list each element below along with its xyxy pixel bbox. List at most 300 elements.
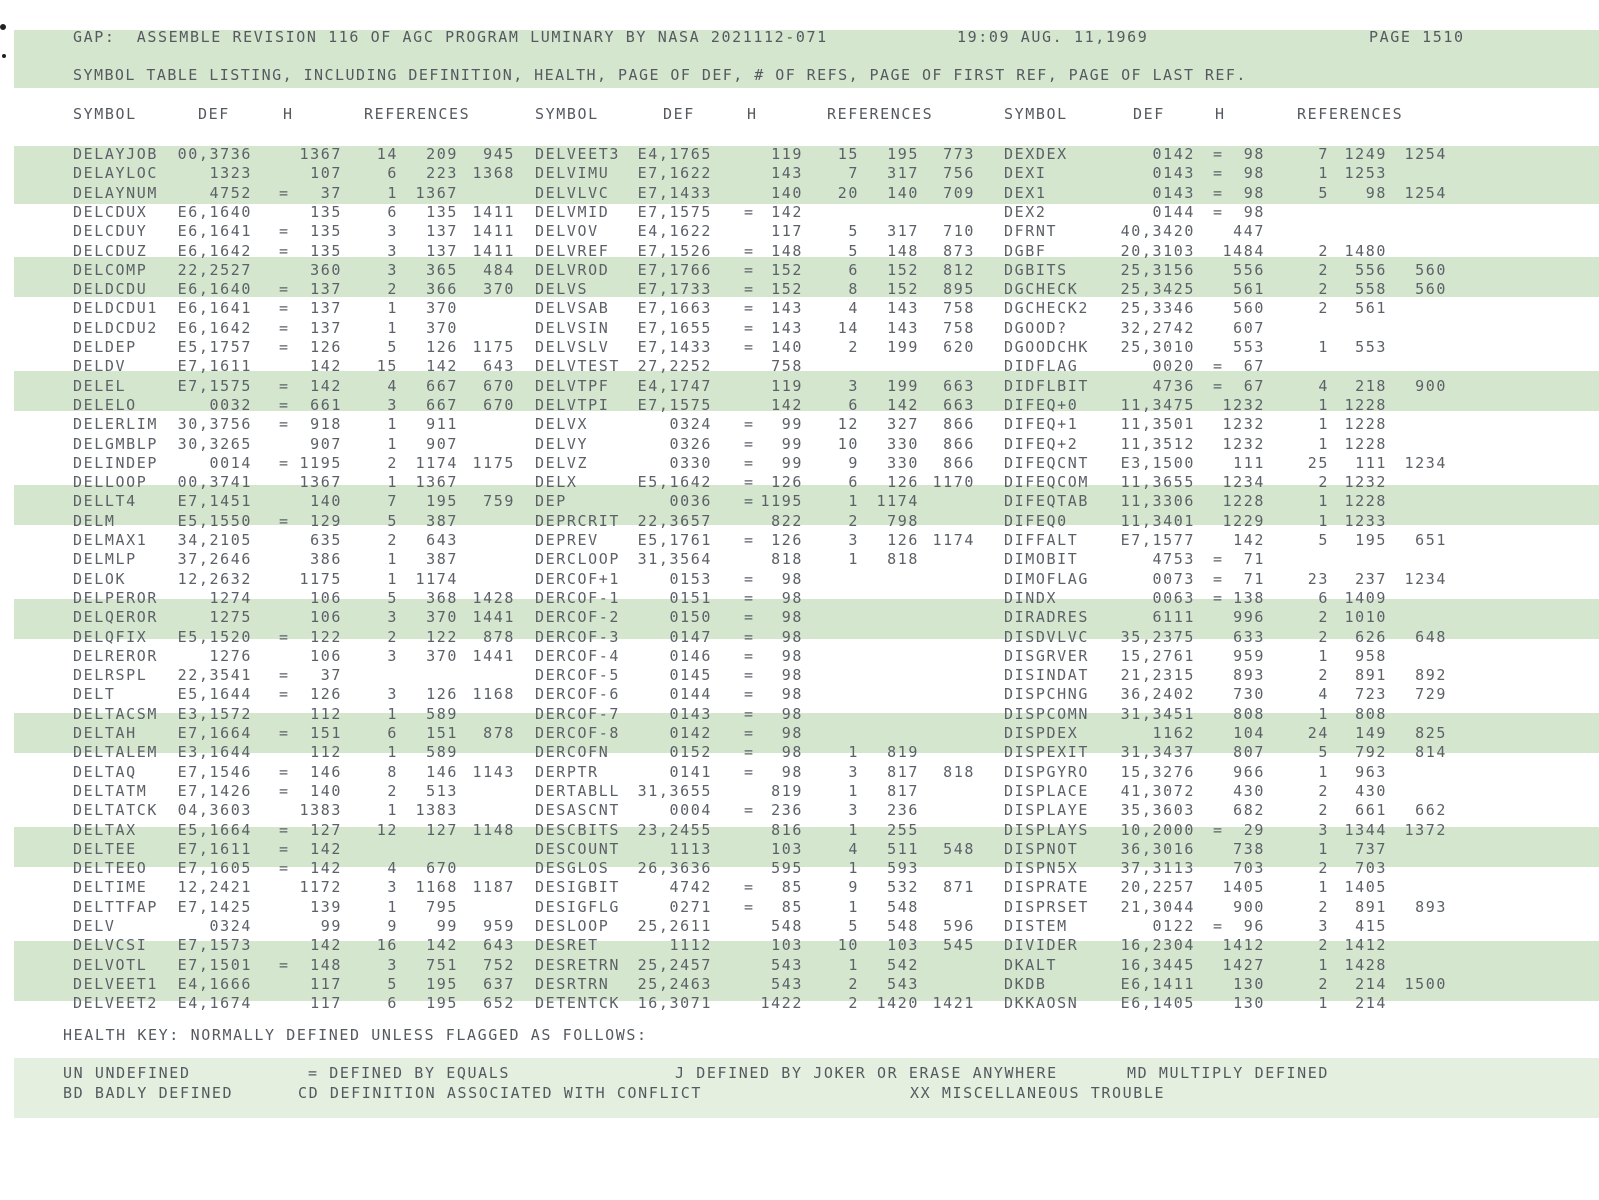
def-page: 548 [771, 917, 803, 935]
def-page: 1175 [299, 570, 342, 588]
def-page: 1229 [1222, 512, 1265, 530]
last-ref-page: 1175 [472, 454, 515, 472]
ref-count: 8 [848, 280, 859, 298]
symbol-name: DELDCDU [73, 280, 148, 298]
def-page: 142 [310, 859, 342, 877]
last-ref-page: 1428 [472, 589, 515, 607]
def-page: 130 [1233, 975, 1265, 993]
def-page: 148 [771, 242, 803, 260]
symbol-name: DELDCDU1 [73, 299, 159, 317]
symbol-health: = [1213, 184, 1224, 202]
ref-count: 2 [1318, 859, 1329, 877]
def-page: 1367 [299, 145, 342, 163]
symbol-name: DGCHECK [1004, 280, 1079, 298]
col-def-1: DEF [198, 105, 230, 123]
first-ref-page: 817 [887, 782, 919, 800]
def-page: 1427 [1222, 956, 1265, 974]
ref-count: 1 [848, 821, 859, 839]
symbol-name: DISPEXIT [1004, 743, 1090, 761]
symbol-def: 11,3475 [1120, 396, 1195, 414]
symbol-name: DELOK [73, 570, 127, 588]
first-ref-page: 792 [1355, 743, 1387, 761]
symbol-def: 0036 [669, 492, 712, 510]
symbol-def: 0326 [669, 435, 712, 453]
def-page: 142 [310, 840, 342, 858]
last-ref-page: 370 [483, 280, 515, 298]
def-page: 126 [771, 531, 803, 549]
first-ref-page: 148 [887, 242, 919, 260]
symbol-def: 32,2742 [1120, 319, 1195, 337]
first-ref-page: 387 [426, 512, 458, 530]
def-page: 96 [1243, 917, 1265, 935]
ref-count: 2 [1318, 782, 1329, 800]
symbol-def: 0142 [1152, 145, 1195, 163]
def-page: 85 [781, 878, 803, 896]
first-ref-page: 415 [1355, 917, 1387, 935]
symbol-name: DELINDEP [73, 454, 159, 472]
symbol-name: DEX2 [1004, 203, 1047, 221]
symbol-health: = [744, 338, 755, 356]
col-symbol-3: SYMBOL [1004, 105, 1068, 123]
symbol-name: DKDB [1004, 975, 1047, 993]
first-ref-page: 1168 [415, 878, 458, 896]
ref-count: 1 [387, 415, 398, 433]
def-page: 98 [781, 743, 803, 761]
def-page: 553 [1233, 338, 1265, 356]
symbol-name: DEP [535, 492, 567, 510]
def-page: 1484 [1222, 242, 1265, 260]
ref-count: 5 [848, 242, 859, 260]
symbol-name: DELX [535, 473, 578, 491]
symbol-name: DESRTRN [535, 975, 610, 993]
symbol-def: 04,3603 [177, 801, 252, 819]
symbol-def: E7,1733 [637, 280, 712, 298]
ref-count: 2 [848, 338, 859, 356]
last-ref-page: 900 [1415, 377, 1447, 395]
symbol-health: = [279, 242, 290, 260]
symbol-name: DELAYNUM [73, 184, 159, 202]
symbol-def: 26,3636 [637, 859, 712, 877]
first-ref-page: 1233 [1344, 512, 1387, 530]
symbol-def: 16,3445 [1120, 956, 1195, 974]
symbol-name: DIMOBIT [1004, 550, 1079, 568]
def-page: 430 [1233, 782, 1265, 800]
symbol-def: 0143 [1152, 184, 1195, 202]
symbol-def: 0063 [1152, 589, 1195, 607]
symbol-name: DELVSAB [535, 299, 610, 317]
last-ref-page: 596 [943, 917, 975, 935]
last-ref-page: 1411 [472, 203, 515, 221]
last-ref-page: 773 [943, 145, 975, 163]
symbol-def: E6,1642 [177, 319, 252, 337]
first-ref-page: 1383 [415, 801, 458, 819]
symbol-name: DIFEQCOM [1004, 473, 1090, 491]
ref-count: 2 [1318, 261, 1329, 279]
def-page: 98 [1243, 145, 1265, 163]
ref-count: 1 [387, 705, 398, 723]
symbol-health: = [744, 492, 755, 510]
symbol-def: E7,1577 [1120, 531, 1195, 549]
ref-count: 2 [1318, 280, 1329, 298]
symbol-def: 16,3071 [637, 994, 712, 1012]
symbol-name: DIFEQ+0 [1004, 396, 1079, 414]
first-ref-page: 1253 [1344, 164, 1387, 182]
symbol-health: = [279, 396, 290, 414]
first-ref-page: 556 [1355, 261, 1387, 279]
symbol-def: 0324 [669, 415, 712, 433]
symbol-name: DERCOF-8 [535, 724, 621, 742]
first-ref-page: 146 [426, 763, 458, 781]
def-page: 560 [1233, 299, 1265, 317]
ref-count: 7 [848, 164, 859, 182]
def-page: 117 [310, 994, 342, 1012]
last-ref-page: 1234 [1404, 570, 1447, 588]
symbol-name: DELVSIN [535, 319, 610, 337]
last-ref-page: 545 [943, 936, 975, 954]
symbol-def: 0141 [669, 763, 712, 781]
def-page: 98 [781, 628, 803, 646]
symbol-def: 0324 [209, 917, 252, 935]
ref-count: 10 [837, 936, 859, 954]
last-ref-page: 895 [943, 280, 975, 298]
def-page: 98 [781, 589, 803, 607]
def-page: 152 [771, 280, 803, 298]
health-key-xx: XX MISCELLANEOUS TROUBLE [910, 1084, 1166, 1102]
first-ref-page: 152 [887, 280, 919, 298]
symbol-name: DELMLP [73, 550, 137, 568]
ref-count: 4 [848, 299, 859, 317]
ref-count: 1 [387, 570, 398, 588]
first-ref-page: 142 [887, 396, 919, 414]
def-page: 138 [1233, 589, 1265, 607]
symbol-health: = [279, 280, 290, 298]
symbol-def: E6,1411 [1120, 975, 1195, 993]
col-health-3: H [1215, 105, 1226, 123]
symbol-def: 25,2457 [637, 956, 712, 974]
symbol-name: DIFEQ+1 [1004, 415, 1079, 433]
symbol-name: DERTABLL [535, 782, 621, 800]
first-ref-page: 1428 [1344, 956, 1387, 974]
symbol-def: 25,3156 [1120, 261, 1195, 279]
symbol-def: 11,3512 [1120, 435, 1195, 453]
symbol-name: DELVREF [535, 242, 610, 260]
def-page: 148 [310, 956, 342, 974]
symbol-def: E7,1433 [637, 184, 712, 202]
first-ref-page: 137 [426, 242, 458, 260]
def-page: 140 [310, 492, 342, 510]
health-key-md: MD MULTIPLY DEFINED [1127, 1064, 1329, 1082]
listing-time: 19:09 AUG. 11,1969 [957, 28, 1149, 46]
symbol-name: DELVY [535, 435, 589, 453]
symbol-name: DELT [73, 685, 116, 703]
first-ref-page: 126 [887, 473, 919, 491]
symbol-health: = [744, 473, 755, 491]
symbol-health: = [744, 280, 755, 298]
symbol-name: DELTEE [73, 840, 137, 858]
symbol-health: = [744, 299, 755, 317]
last-ref-page: 1441 [472, 647, 515, 665]
def-page: 98 [1243, 184, 1265, 202]
symbol-def: 37,2646 [177, 550, 252, 568]
symbol-def: E7,1426 [177, 782, 252, 800]
symbol-health: = [744, 898, 755, 916]
first-ref-page: 330 [887, 435, 919, 453]
symbol-def: E7,1611 [177, 357, 252, 375]
symbol-def: E7,1575 [637, 396, 712, 414]
symbol-def: 41,3072 [1120, 782, 1195, 800]
first-ref-page: 236 [887, 801, 919, 819]
ref-count: 1 [387, 473, 398, 491]
last-ref-page: 651 [1415, 531, 1447, 549]
def-page: 139 [310, 898, 342, 916]
def-page: 1195 [760, 492, 803, 510]
def-page: 807 [1233, 743, 1265, 761]
symbol-health: = [744, 801, 755, 819]
def-page: 103 [771, 936, 803, 954]
health-key-bd: BD BADLY DEFINED [63, 1084, 234, 1102]
symbol-def: E6,1641 [177, 222, 252, 240]
last-ref-page: 1148 [472, 821, 515, 839]
first-ref-page: 589 [426, 705, 458, 723]
ref-count: 6 [848, 261, 859, 279]
col-def-3: DEF [1133, 105, 1165, 123]
symbol-name: DELTATCK [73, 801, 159, 819]
symbol-def: 36,3016 [1120, 840, 1195, 858]
ref-count: 4 [387, 859, 398, 877]
symbol-def: 4736 [1152, 377, 1195, 395]
ref-count: 3 [387, 261, 398, 279]
symbol-def: E7,1766 [637, 261, 712, 279]
symbol-name: DELVZ [535, 454, 589, 472]
last-ref-page: 873 [943, 242, 975, 260]
last-ref-page: 1372 [1404, 821, 1447, 839]
ref-count: 3 [387, 222, 398, 240]
ref-count: 1 [387, 435, 398, 453]
symbol-health: = [744, 589, 755, 607]
symbol-name: DESGLOS [535, 859, 610, 877]
symbol-def: E7,1622 [637, 164, 712, 182]
last-ref-page: 643 [483, 936, 515, 954]
def-page: 71 [1243, 570, 1265, 588]
symbol-name: DELVEET2 [73, 994, 159, 1012]
symbol-def: E7,1425 [177, 898, 252, 916]
symbol-def: E7,1663 [637, 299, 712, 317]
symbol-def: 20,2257 [1120, 878, 1195, 896]
first-ref-page: 542 [887, 956, 919, 974]
def-page: 893 [1233, 666, 1265, 684]
ref-count: 6 [1318, 589, 1329, 607]
symbol-name: DELVCSI [73, 936, 148, 954]
symbol-name: DISDVLVC [1004, 628, 1090, 646]
first-ref-page: 1174 [876, 492, 919, 510]
last-ref-page: 945 [483, 145, 515, 163]
last-ref-page: 709 [943, 184, 975, 202]
def-page: 111 [1233, 454, 1265, 472]
def-page: 126 [310, 685, 342, 703]
def-page: 816 [771, 821, 803, 839]
symbol-name: DELM [73, 512, 116, 530]
def-page: 137 [310, 319, 342, 337]
last-ref-page: 892 [1415, 666, 1447, 684]
symbol-name: DKKAOSN [1004, 994, 1079, 1012]
last-ref-page: 1170 [932, 473, 975, 491]
last-ref-page: 866 [943, 415, 975, 433]
def-page: 98 [1243, 203, 1265, 221]
ref-count: 1 [387, 550, 398, 568]
ref-count: 24 [1307, 724, 1329, 742]
def-page: 140 [771, 184, 803, 202]
def-page: 126 [771, 473, 803, 491]
ref-count: 3 [848, 801, 859, 819]
ref-count: 3 [387, 878, 398, 896]
def-page: 98 [781, 647, 803, 665]
first-ref-page: 199 [887, 338, 919, 356]
symbol-def: 0330 [669, 454, 712, 472]
symbol-name: DELVEET3 [535, 145, 621, 163]
ref-count: 3 [387, 685, 398, 703]
symbol-def: E7,1451 [177, 492, 252, 510]
last-ref-page: 663 [943, 396, 975, 414]
first-ref-page: 798 [887, 512, 919, 530]
symbol-name: DELTAQ [73, 763, 137, 781]
symbol-name: DERCOF+1 [535, 570, 621, 588]
first-ref-page: 195 [426, 492, 458, 510]
symbol-health: = [279, 512, 290, 530]
symbol-def: 0004 [669, 801, 712, 819]
symbol-health: = [744, 878, 755, 896]
last-ref-page: 878 [483, 724, 515, 742]
def-page: 142 [310, 936, 342, 954]
ref-count: 9 [848, 878, 859, 896]
def-page: 819 [771, 782, 803, 800]
ref-count: 1 [387, 184, 398, 202]
ref-count: 2 [1318, 801, 1329, 819]
last-ref-page: 758 [943, 319, 975, 337]
symbol-name: DELTEEO [73, 859, 148, 877]
ref-count: 3 [848, 763, 859, 781]
first-ref-page: 142 [426, 936, 458, 954]
def-page: 1228 [1222, 492, 1265, 510]
symbol-health: = [1213, 203, 1224, 221]
symbol-health: = [744, 705, 755, 723]
symbol-def: 25,2463 [637, 975, 712, 993]
symbol-health: = [279, 299, 290, 317]
symbol-name: DELTAX [73, 821, 137, 839]
def-page: 703 [1233, 859, 1265, 877]
symbol-health: = [1213, 917, 1224, 935]
symbol-def: E5,1642 [637, 473, 712, 491]
symbol-def: E5,1644 [177, 685, 252, 703]
def-page: 661 [310, 396, 342, 414]
symbol-def: 0152 [669, 743, 712, 761]
symbol-name: DIFEQ+2 [1004, 435, 1079, 453]
last-ref-page: 560 [1415, 280, 1447, 298]
symbol-name: DGOODCHK [1004, 338, 1090, 356]
first-ref-page: 795 [426, 898, 458, 916]
def-page: 730 [1233, 685, 1265, 703]
symbol-name: DELDEP [73, 338, 137, 356]
ref-count: 1 [1318, 956, 1329, 974]
def-page: 1232 [1222, 435, 1265, 453]
symbol-health: = [279, 763, 290, 781]
symbol-name: DELVLVC [535, 184, 610, 202]
last-ref-page: 814 [1415, 743, 1447, 761]
symbol-name: DELPEROR [73, 589, 159, 607]
symbol-def: 00,3741 [177, 473, 252, 491]
def-page: 900 [1233, 898, 1265, 916]
first-ref-page: 370 [426, 608, 458, 626]
first-ref-page: 237 [1355, 570, 1387, 588]
ref-count: 1 [1318, 763, 1329, 781]
symbol-name: DISPLAYS [1004, 821, 1090, 839]
ref-count: 5 [1318, 743, 1329, 761]
last-ref-page: 1368 [472, 164, 515, 182]
symbol-name: DELCDUZ [73, 242, 148, 260]
symbol-def: E7,1605 [177, 859, 252, 877]
symbol-def: 0150 [669, 608, 712, 626]
last-ref-page: 710 [943, 222, 975, 240]
first-ref-page: 1344 [1344, 821, 1387, 839]
symbol-def: 25,2611 [637, 917, 712, 935]
symbol-health: = [744, 724, 755, 742]
symbol-def: E5,1761 [637, 531, 712, 549]
symbol-health: = [279, 782, 290, 800]
def-page: 236 [771, 801, 803, 819]
symbol-health: = [744, 570, 755, 588]
ref-count: 5 [1318, 531, 1329, 549]
first-ref-page: 819 [887, 743, 919, 761]
symbol-def: E7,1501 [177, 956, 252, 974]
first-ref-page: 214 [1355, 994, 1387, 1012]
symbol-name: DELEL [73, 377, 127, 395]
def-page: 126 [310, 338, 342, 356]
symbol-name: DIFEQCNT [1004, 454, 1090, 472]
first-ref-page: 218 [1355, 377, 1387, 395]
def-page: 135 [310, 203, 342, 221]
first-ref-page: 1480 [1344, 242, 1387, 260]
symbol-name: DESCOUNT [535, 840, 621, 858]
symbol-def: 0271 [669, 898, 712, 916]
def-page: 142 [771, 203, 803, 221]
symbol-health: = [1213, 821, 1224, 839]
def-page: 98 [781, 666, 803, 684]
first-ref-page: 1367 [415, 473, 458, 491]
def-page: 135 [310, 242, 342, 260]
def-page: 106 [310, 647, 342, 665]
symbol-health: = [1213, 164, 1224, 182]
ref-count: 25 [1307, 454, 1329, 472]
listing-title: GAP: ASSEMBLE REVISION 116 OF AGC PROGRAM LUMINARY BY NASA 2021112-071 [73, 28, 828, 46]
listing-subtitle: SYMBOL TABLE LISTING, INCLUDING DEFINITION, HEALTH, PAGE OF DEF, # OF REFS, PAGE OF FIRST REF, PAGE OF LAST REF. [73, 66, 1247, 84]
last-ref-page: 662 [1415, 801, 1447, 819]
first-ref-page: 126 [426, 685, 458, 703]
last-ref-page: 1175 [472, 338, 515, 356]
def-page: 98 [781, 608, 803, 626]
def-page: 959 [1233, 647, 1265, 665]
symbol-name: DELMAX1 [73, 531, 148, 549]
punch-hole-mid [2, 54, 6, 58]
symbol-def: 0142 [669, 724, 712, 742]
first-ref-page: 430 [1355, 782, 1387, 800]
symbol-name: DELVTPF [535, 377, 610, 395]
symbol-def: E6,1641 [177, 299, 252, 317]
first-ref-page: 195 [426, 975, 458, 993]
symbol-def: E6,1405 [1120, 994, 1195, 1012]
symbol-name: DGCHECK2 [1004, 299, 1090, 317]
symbol-name: DELCDUX [73, 203, 148, 221]
symbol-name: DFRNT [1004, 222, 1058, 240]
symbol-name: DINDX [1004, 589, 1058, 607]
